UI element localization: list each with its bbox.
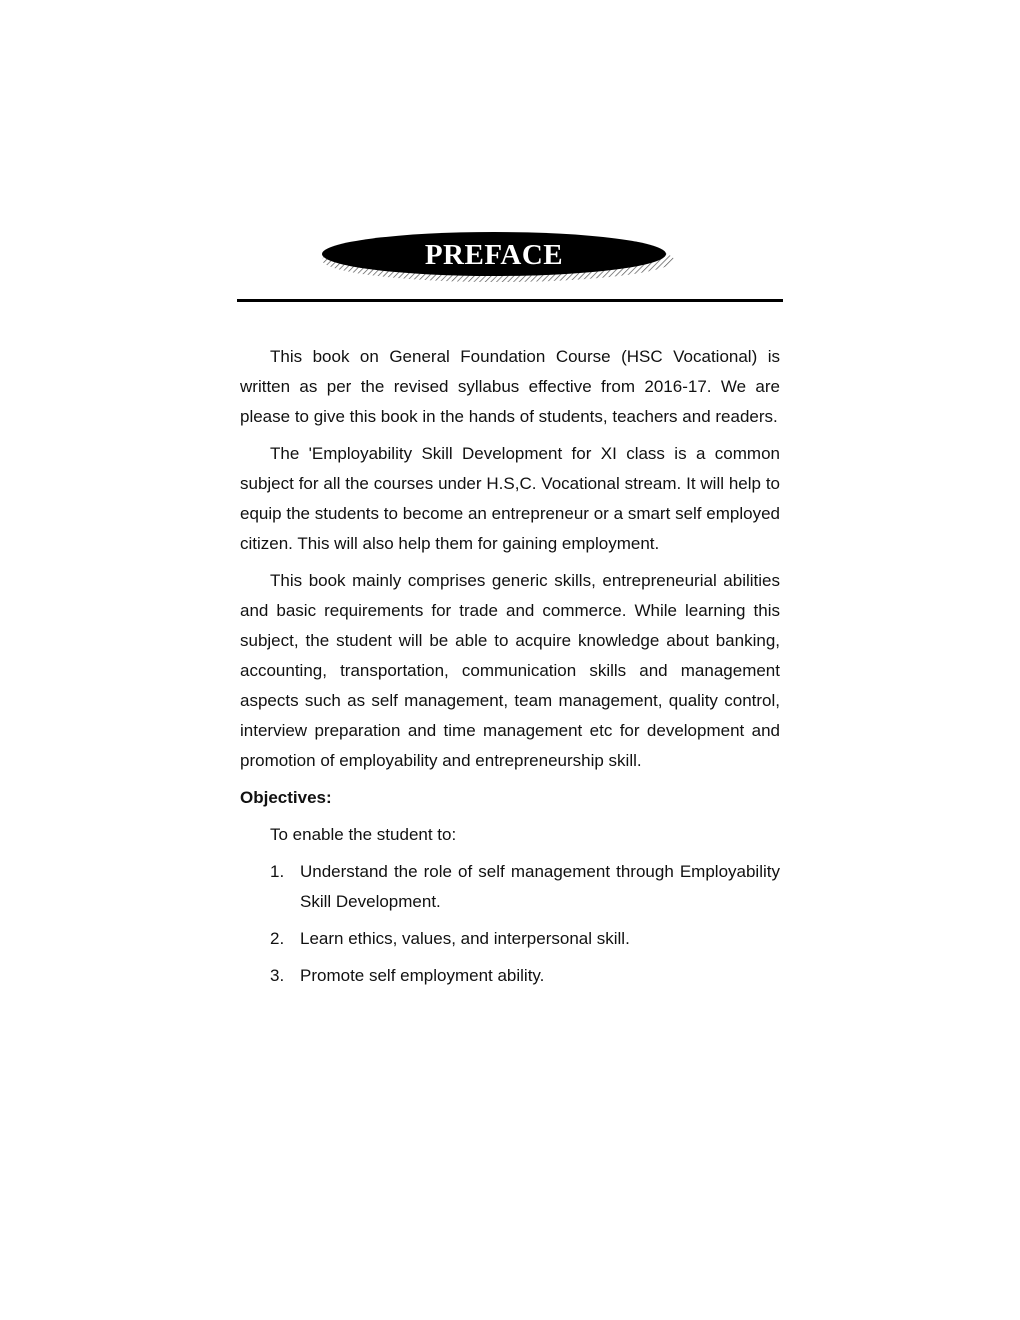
objectives-heading: Objectives: [240,788,332,807]
paragraph: This book on General Foundation Course (HSC Vocational) is written as per the revised syllabus effective from 2016-17. We are please to give this book in the hands of students, teachers and readers. [240,347,780,426]
list-item-number: 3. [270,966,285,985]
heading-divider [237,299,783,302]
list-item-number: 2. [270,929,285,948]
list-item [240,961,780,991]
list-item-text: Learn ethics, values, and interpersonal skill. [300,929,630,948]
objectives-list [240,857,780,991]
preface-body [240,342,780,998]
list-item-text: Promote self employment ability. [300,966,545,985]
paragraph: The 'Employability Skill Development for XI class is a common subject for all the courses under H.S,C. Vocational stream. It will help to equip the students to become an entrepreneur or a smart self employed citizen. This will also help them for gaining employment. [240,444,780,553]
list-item [240,924,780,954]
preface-banner [318,228,676,286]
list-item [240,857,780,917]
list-item-number: 1. [270,862,285,881]
paragraph: This book mainly comprises generic skills, entrepreneurial abilities and basic requirements for trade and commerce. While learning this subject, the student will be able to acquire knowledge about banking, accounting, transportation, communication skills and management aspects such as self management, team management, quality control, interview preparation and time management etc for development and promotion of employability and entrepreneurship skill. [240,571,780,770]
objectives-intro: To enable the student to: [270,825,457,844]
page-title: PREFACE [424,239,564,271]
list-item-text: Understand the role of self management through Employability Skill Development. [300,862,780,911]
